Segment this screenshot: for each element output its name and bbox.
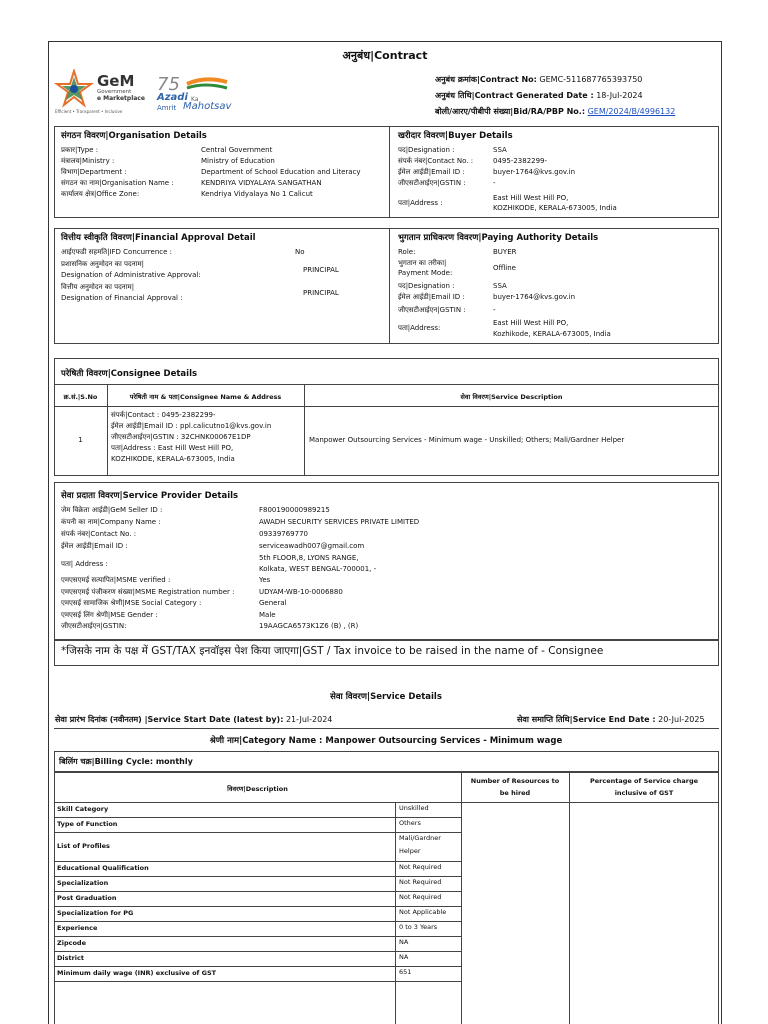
- azadi-top: Azadi: [157, 92, 188, 103]
- col-percentage-2: inclusive of GST: [614, 789, 674, 797]
- consignee-line: पता|Address : East Hill West Hill PO,: [111, 444, 234, 452]
- provider-address-label: पता| Address :: [61, 560, 108, 568]
- service-start-label: सेवा प्रारंभ दिनांक (नवीनतम) |Service Start Date (latest by):: [55, 715, 284, 724]
- service-row-rule: [54, 832, 461, 833]
- provider-row2-label: एमएसई सामाजिक श्रेणी|MSE Social Category :: [61, 599, 202, 607]
- buyer-row-value: buyer-1764@kvs.gov.in: [493, 168, 576, 176]
- service-row-rule: [54, 817, 461, 818]
- service-row-rule: [54, 936, 461, 937]
- bid-label: बोली/आरए/पीबीपी संख्या|Bid/RA/PBP No.:: [435, 107, 586, 116]
- consignee-rule-1: [54, 384, 719, 385]
- service-row-value: Not Required: [399, 878, 442, 886]
- pay-mode-label-1: भुगतान का तरीका|: [398, 259, 447, 267]
- billing-cycle: बिलिंग चक्र|Billing Cycle: monthly: [59, 757, 193, 766]
- service-end: [517, 714, 705, 725]
- service-row-label: Specialization for PG: [57, 909, 134, 917]
- pay-mode-label-2: Payment Mode:: [398, 269, 453, 277]
- service-row-rule: [54, 981, 461, 982]
- service-row-value: Unskilled: [399, 804, 429, 812]
- bid-line: [435, 106, 675, 117]
- service-row-value: Not Applicable: [399, 908, 447, 916]
- org-row-value: Ministry of Education: [201, 157, 275, 165]
- pay-gstin-value: -: [493, 306, 496, 314]
- service-row-value2: Helper: [399, 847, 421, 855]
- buyer-row-value: 0495-2382299-: [493, 157, 548, 165]
- service-row-label: Skill Category: [57, 805, 109, 813]
- consignee-line: KOZHIKODE, KERALA-673005, India: [111, 455, 235, 463]
- provider-row2-value: General: [259, 599, 287, 607]
- service-row-value: Mali/Gardner: [399, 834, 441, 842]
- pay-addr-1: East Hill West Hill PO,: [493, 319, 569, 327]
- service-value-col: [395, 802, 396, 1024]
- col-resources-1: Number of Resources to: [470, 777, 560, 785]
- gem-logo: [53, 69, 153, 117]
- provider-row2-value: UDYAM-WB-10-0006880: [259, 587, 343, 596]
- fa-label-2: Designation of Financial Approval :: [61, 294, 183, 302]
- contract-date-line: [435, 90, 643, 101]
- pay-gstin-label: जीएसटीआईएन|GSTIN :: [398, 306, 466, 314]
- ifd-value: No: [295, 248, 305, 256]
- provider-row2-label: जीएसटीआईएन|GSTIN:: [61, 622, 127, 630]
- fin-pay-divider: [389, 228, 390, 344]
- azadi-logo: [155, 72, 245, 114]
- consignee-sno: 1: [78, 436, 83, 444]
- service-row-label: Zipcode: [57, 939, 86, 947]
- pay-mode-value: Offline: [493, 264, 516, 272]
- buyer-address-1: East Hill West Hill PO,: [493, 194, 569, 202]
- org-title: संगठन विवरण|Organisation Details: [61, 131, 207, 141]
- gem-tagline: Efficient • Transparent • Inclusive: [55, 109, 123, 114]
- service-row-label: Post Graduation: [57, 894, 117, 902]
- org-row-label: संगठन का नाम|Organisation Name :: [61, 179, 174, 187]
- service-row-rule: [54, 921, 461, 922]
- fa-label-1: वित्तीय अनुमोदन का पदनाम|: [61, 283, 135, 291]
- provider-row-label: कंपनी का नाम|Company Name :: [61, 518, 161, 526]
- buyer-address-label: पता|Address :: [398, 199, 443, 207]
- provider-row-value: 09339769770: [259, 530, 308, 538]
- service-title: सेवा विवरण|Service Details: [330, 692, 442, 702]
- service-row-label: Type of Function: [57, 820, 118, 828]
- service-rule-1: [54, 728, 719, 729]
- buyer-address-2: KOZHIKODE, KERALA-673005, India: [493, 204, 617, 212]
- buyer-row-label: पद|Designation :: [398, 146, 455, 154]
- org-row-label: प्रकार|Type :: [61, 146, 99, 154]
- provider-row-value: serviceawadh007@gmail.com: [259, 542, 365, 550]
- service-row-label: Educational Qualification: [57, 864, 149, 872]
- consignee-line: संपर्क|Contact : 0495-2382299-: [111, 411, 216, 419]
- gst-note: *जिसके नाम के पक्ष में GST/TAX इनवॉइस पेश किया जाएगा|GST / Tax invoice to be raised in the name of - Consignee: [61, 645, 604, 657]
- col-service-desc: सेवा विवरण|Service Description: [460, 393, 563, 401]
- service-row-label: Experience: [57, 924, 98, 932]
- col-description: विवरण|Description: [227, 785, 288, 793]
- consignee-title: परेषिती विवरण|Consignee Details: [61, 369, 198, 379]
- col-consignee-name: परेषिती नाम & पता|Consignee Name & Address: [129, 393, 282, 401]
- consignee-service: Manpower Outsourcing Services - Minimum wage - Unskilled; Others; Mali/Gardner Helper: [309, 436, 625, 444]
- service-row-label: Specialization: [57, 879, 109, 887]
- buyer-row-label: संपर्क नंबर|Contact No. :: [398, 157, 474, 165]
- pay-desig-value: SSA: [493, 282, 507, 290]
- pay-email-value: buyer-1764@kvs.gov.in: [493, 293, 576, 301]
- pay-addr-label: पता|Address:: [398, 324, 441, 332]
- provider-row-value: AWADH SECURITY SERVICES PRIVATE LIMITED: [259, 518, 420, 526]
- provider-address-2: Kolkata, WEST BENGAL-700001, -: [259, 565, 377, 573]
- provider-row-label: संपर्क नंबर|Contact No. :: [61, 530, 137, 538]
- service-row-rule: [54, 906, 461, 907]
- provider-row-value: F800190000989215: [259, 506, 330, 514]
- pay-title: भुगतान प्राधिकरण विवरण|Paying Authority Details: [398, 233, 599, 243]
- provider-row-label: ईमेल आईडी|Email ID :: [61, 542, 128, 550]
- bid-link[interactable]: GEM/2024/B/4996132: [587, 107, 676, 116]
- service-end-label: सेवा समाप्ति तिथि|Service End Date :: [517, 715, 656, 724]
- gem-name: GeM: [97, 72, 135, 90]
- service-row-value: 0 to 3 Years: [399, 923, 438, 931]
- adm-label-2: Designation of Administrative Approval:: [61, 271, 201, 279]
- service-row-label: Minimum daily wage (INR) exclusive of GST: [57, 969, 217, 977]
- contract-page: [48, 41, 722, 1024]
- org-row-label: मंत्रालय|Ministry :: [61, 157, 115, 165]
- azadi-ka: Ka: [191, 96, 199, 103]
- service-row-value: NA: [399, 938, 409, 946]
- azadi-amrit: Amrit: [157, 104, 177, 112]
- service-row-rule: [54, 861, 461, 862]
- svg-text:75: 75: [157, 74, 180, 95]
- gem-sub1: Government: [97, 89, 132, 95]
- org-row-value: Central Government: [201, 146, 273, 154]
- contract-date-value: 18-Jul-2024: [596, 91, 643, 100]
- service-row-rule: [54, 876, 461, 877]
- fin-title: वित्तीय स्वीकृति विवरण|Financial Approval Detail: [61, 233, 256, 243]
- gem-star-icon: [53, 69, 95, 109]
- org-row-value: KENDRIYA VIDYALAYA SANGATHAN: [201, 179, 322, 187]
- service-end-value: 20-Jul-2025: [658, 715, 705, 724]
- adm-value: PRINCIPAL: [303, 266, 339, 274]
- contract-no-label: अनुबंध क्रमांक|Contract No:: [435, 75, 537, 84]
- consignee-line: ईमेल आईडी|Email ID : ppl.calicutno1@kvs.gov.in: [111, 422, 272, 430]
- consignee-rule-2: [54, 406, 719, 407]
- contract-date-label: अनुबंध तिथि|Contract Generated Date :: [435, 91, 594, 100]
- gem-sub2: e Marketplace: [97, 95, 145, 102]
- col-resources-2: be hired: [499, 789, 531, 797]
- buyer-row-label: जीएसटीआईएन|GSTIN :: [398, 179, 466, 187]
- service-row-rule: [54, 966, 461, 967]
- service-start-value: 21-Jul-2024: [285, 715, 333, 724]
- provider-row2-label: एमएसएमई पंजीकरण संख्या|MSME Registration number :: [61, 587, 235, 596]
- org-row-label: विभाग|Department :: [61, 168, 127, 176]
- org-row-label: कार्यालय क्षेत्र|Office Zone:: [61, 190, 140, 198]
- org-row-value: Kendriya Vidyalaya No 1 Calicut: [201, 190, 313, 198]
- service-row-rule: [54, 951, 461, 952]
- service-col-2: [569, 772, 570, 1024]
- buyer-row-value: SSA: [493, 146, 507, 154]
- service-row-label: List of Profiles: [57, 842, 110, 850]
- buyer-row-value: -: [493, 179, 496, 187]
- provider-row2-label: एमएसई लिंग श्रेणी|MSE Gender :: [61, 610, 158, 619]
- service-row-value: Not Required: [399, 863, 442, 871]
- service-row-value: 651: [399, 968, 412, 976]
- azadi-mahotsav: Mahotsav: [183, 101, 232, 112]
- consignee-line: जीएसटीआईएन|GSTIN : 32CHNK00067E1DP: [111, 433, 251, 441]
- pay-role-label: Role:: [398, 248, 416, 256]
- buyer-title: खरीदार विवरण|Buyer Details: [398, 131, 513, 141]
- page-title: अनुबंध|Contract: [342, 49, 428, 62]
- service-header-rule: [54, 802, 719, 803]
- service-start: [55, 714, 332, 725]
- pay-role-value: BUYER: [493, 248, 517, 256]
- fa-value: PRINCIPAL: [303, 289, 339, 297]
- provider-row2-value: 19AAGCA6573K1Z6 (B) , (R): [259, 622, 359, 630]
- service-table-box: [54, 772, 719, 1024]
- col-sno: क्र.सं.|S.No: [63, 393, 98, 401]
- provider-title: सेवा प्रदाता विवरण|Service Provider Details: [61, 491, 239, 501]
- ifd-label: आईएफडी सहमति|IFD Concurrence :: [61, 248, 172, 256]
- service-category: श्रेणी नाम|Category Name : Manpower Outsourcing Services - Minimum wage: [209, 736, 563, 746]
- contract-no-line: [435, 74, 642, 85]
- pay-addr-2: Kozhikode, KERALA-673005, India: [493, 330, 611, 338]
- provider-row2-label: एमएसएमई सत्यापित|MSME verified :: [61, 576, 171, 584]
- org-buyer-divider: [389, 126, 390, 218]
- adm-label-1: प्रशासनिक अनुमोदन का पदनाम|: [61, 260, 144, 268]
- service-row-value: NA: [399, 953, 409, 961]
- provider-address-1: 5th FLOOR,8, LYONS RANGE,: [259, 554, 359, 562]
- buyer-row-label: ईमेल आईडी|Email ID :: [398, 168, 465, 176]
- service-row-value: Not Required: [399, 893, 442, 901]
- fin-pay-box: [54, 228, 719, 344]
- provider-row-label: जेम विक्रेता आईडी|GeM Seller ID :: [61, 506, 163, 514]
- org-row-value: Department of School Education and Literacy: [201, 168, 361, 176]
- service-row-value: Others: [399, 819, 421, 827]
- contract-no-value: GEMC-511687765393750: [539, 75, 643, 84]
- service-col-1: [461, 772, 462, 1024]
- service-row-label: District: [57, 954, 84, 962]
- service-row-rule: [54, 891, 461, 892]
- col-percentage-1: Percentage of Service charge: [589, 777, 699, 785]
- pay-desig-label: पद|Designation :: [398, 282, 455, 290]
- pay-email-label: ईमेल आईडी|Email ID :: [398, 293, 465, 301]
- provider-row2-value: Yes: [259, 576, 271, 584]
- provider-row2-value: Male: [259, 610, 276, 619]
